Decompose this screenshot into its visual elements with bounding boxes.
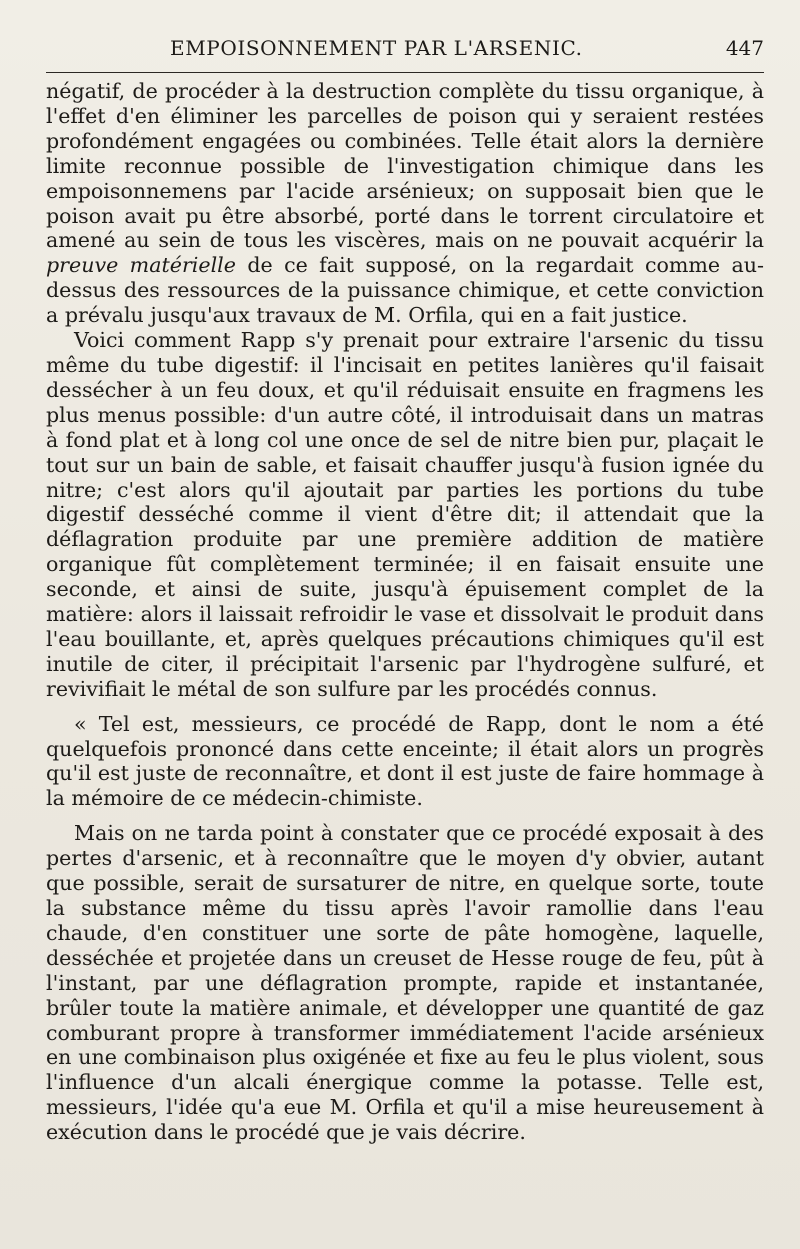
paragraph-4: Mais on ne tarda point à constater que ce procédé exposait à des pertes d'arsenic, et à reconnaître que le moyen d'y obvier, autant que possible, serait de sursaturer de nitre, en quelque sorte, toute la substance même du tissu après l'avoir ramollie dans l'eau chaude, d'en constituer une sorte de pâte homogène, laquelle, desséchée et projetée dans un creuset de Hesse rouge de feu, pût à l'instant, par une déflagration prompte, rapide et instantanée, brûler toute la matière animale, et développer une quantité de gaz comburant propre à transformer immédiatement l'acide arsénieux en une combinaison plus oxigénée et fixe au feu le plus violent, sous l'influence d'un alcali énergique comme la potasse. Telle est, messieurs, l'idée qu'a eue M. Orfila et qu'il a mise heureusement à exécution dans le procédé que je vais décrire. <box>46 821 764 1145</box>
paragraph-1 <box>46 79 764 328</box>
paragraph-1-before: négatif, de procéder à la destruction complète du tissu organique, à l'effet d'en éliminer les parcelles de poison qui y seraient restées profondément engagées ou combinées. Telle était alors la dernière limite reconnue possible de l'investigation chimique dans les empoisonnemens par l'acide arsénieux; on supposait bien que le poison avait pu être absorbé, porté dans le torrent circulatoire et amené au sein de tous les viscères, mais on ne pouvait acquérir la <box>46 79 764 253</box>
body-text <box>46 79 764 1145</box>
paragraph-2: Voici comment Rapp s'y prenait pour extraire l'arsenic du tissu même du tube digestif: il l'incisait en petites lanières qu'il faisait dessécher à un feu doux, et qu'il réduisait ensuite en fragmens les plus menus possible: d'un autre côté, il introduisait dans un matras à fond plat et à long col une once de sel de nitre bien pur, plaçait le tout sur un bain de sable, et faisait chauffer jusqu'à fusion ignée du nitre; c'est alors qu'il ajoutait par parties les portions du tube digestif desséché comme il vient d'être dit; il attendait que la déflagration produite par une première addition de matière organique fût complètement terminée; il en faisait ensuite une seconde, et ainsi de suite, jusqu'à épuisement complet de la matière: alors il laissait refroidir le vase et dissolvait le produit dans l'eau bouillante, et, après quelques précautions chimiques qu'il est inutile de citer, il précipitait l'arsenic par l'hydrogène sulfuré, et revivifiait le métal de son sulfure par les procédés connus. <box>46 328 764 701</box>
paragraph-1-emphasis: preuve matérielle <box>46 253 236 278</box>
page-header <box>46 28 764 73</box>
page-number: 447 <box>725 36 764 60</box>
paragraph-1-after: de ce fait supposé, on la regardait comme au-dessus des ressources de la puissance chimique, et cette conviction a prévalu jusqu'aux travaux de M. Orfila, qui en a fait justice. <box>46 253 765 328</box>
paragraph-3: « Tel est, messieurs, ce procédé de Rapp, dont le nom a été quelquefois prononcé dans cette enceinte; il était alors un progrès qu'il est juste de reconnaître, et dont il est juste de faire hommage à la mémoire de ce médecin-chimiste. <box>46 711 764 811</box>
running-title: EMPOISONNEMENT PAR L'ARSENIC. <box>170 36 583 60</box>
